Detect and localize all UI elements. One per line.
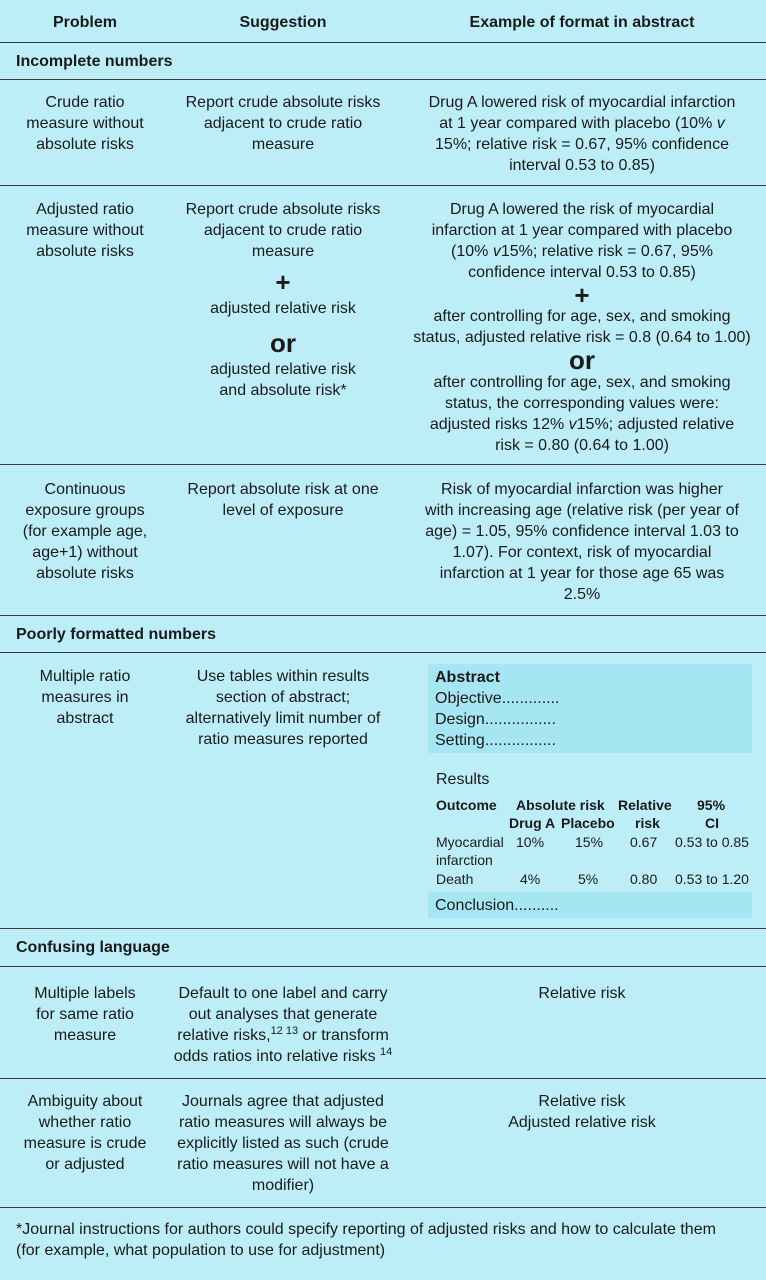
th-relative: Relative: [618, 797, 672, 813]
header-suggestion: Suggestion: [239, 14, 327, 31]
example-crude: Drug A lowered risk of myocardial infarction at 1 year compared with placebo (10% v 15%; relative risk = 0.67, 95% confidence interval 0.53 to 0.85): [428, 94, 736, 174]
abstract-conclusion: Conclusion..........: [435, 897, 559, 914]
plus-symbol: +: [275, 267, 291, 297]
td-outcome: Death: [436, 871, 474, 887]
suggestion-ambiguity: Journals agree that adjusted ratio measures will always be explicitly listed as such (crude ratio measures will not have a modifier): [177, 1093, 389, 1194]
header-example: Example of format in abstract: [469, 14, 695, 31]
th-95: 95%: [697, 797, 726, 813]
divider: [0, 42, 766, 43]
problem-ambiguity: Ambiguity about whether ratio measure is crude or adjusted: [23, 1093, 147, 1173]
header-problem: Problem: [52, 14, 117, 31]
example-adjusted: Drug A lowered the risk of myocardial infarction at 1 year compared with placebo (10% v15%; relative risk = 0.67, 95% confidence interval 0.53 to 0.85) + after controlling for age, sex, and smoking status, adjusted relative risk = 0.8 (0.64 to 1.00) or after controlling for age, sex, and smoking status, the corresponding values were: adjusted risks 12% v15%; adjusted relative risk = 0.80 (0.64 to 1.00): [404, 199, 760, 456]
problem-multiple-labels: Multiple labels for same ratio measure: [34, 985, 136, 1044]
td-rr: 0.67: [630, 834, 658, 850]
td-drug-a: 10%: [516, 834, 545, 850]
td-rr: 0.80: [630, 871, 658, 887]
divider: [0, 79, 766, 80]
section-poorly-formatted: Poorly formatted numbers: [16, 626, 217, 643]
td-placebo: 15%: [575, 834, 604, 850]
footnote: *Journal instructions for authors could specify reporting of adjusted risks and how to calculate them (for example, what population to use for adjustment): [16, 1221, 716, 1259]
th-ci: CI: [705, 815, 719, 831]
th-outcome: Outcome: [436, 797, 497, 813]
plus-symbol: +: [574, 280, 590, 310]
suggestion-continuous: Report absolute risk at one level of exposure: [187, 481, 379, 519]
th-risk: risk: [635, 815, 660, 831]
reference-superscript: 14: [380, 1046, 393, 1058]
divider: [0, 1207, 766, 1208]
section-confusing-language: Confusing language: [16, 939, 170, 956]
divider: [0, 615, 766, 616]
section-incomplete-numbers: Incomplete numbers: [16, 53, 173, 70]
problem-multiple-ratio: Multiple ratio measures in abstract: [39, 668, 131, 727]
abstract-title: Abstract: [435, 669, 500, 686]
td-ci: 0.53 to 0.85: [675, 834, 749, 850]
th-drug-a: Drug A: [509, 815, 556, 831]
divider: [0, 464, 766, 465]
abstract-objective: Objective.............: [435, 690, 560, 707]
th-placebo: Placebo: [561, 815, 615, 831]
example-ambiguity: Relative risk Adjusted relative risk: [508, 1093, 656, 1131]
abstract-box: [428, 664, 752, 753]
abstract-design: Design................: [435, 711, 556, 728]
divider: [0, 1078, 766, 1079]
divider: [0, 185, 766, 186]
or-symbol: or: [270, 328, 296, 358]
suggestion-crude: Report crude absolute risks adjacent to crude ratio measure: [185, 94, 381, 153]
th-absolute-risk: Absolute risk: [516, 797, 605, 813]
td-outcome: Myocardial: [436, 834, 504, 850]
or-symbol: or: [569, 345, 595, 375]
divider: [0, 652, 766, 653]
abstract-conclusion-box: [428, 892, 752, 918]
problem-adjusted: Adjusted ratio measure without absolute risks: [26, 201, 144, 260]
td-placebo: 5%: [578, 871, 599, 887]
problem-continuous: Continuous exposure groups (for example age, age+1) without absolute risks: [22, 481, 148, 582]
problem-crude: Crude ratio measure without absolute risks: [26, 94, 144, 153]
suggestion-multiple-ratio: Use tables within results section of abstract; alternatively limit number of ratio measures reported: [185, 668, 381, 748]
td-outcome: infarction: [436, 852, 493, 868]
divider: [0, 966, 766, 967]
example-multiple-labels: Relative risk: [538, 985, 626, 1002]
abstract-results: Results: [436, 771, 490, 788]
td-ci: 0.53 to 1.20: [675, 871, 749, 887]
td-drug-a: 4%: [520, 871, 541, 887]
suggestion-multiple-labels: Default to one label and carry out analyses that generate relative risks,$^{12 13}$ or transform odds ratios into relative risks $^{14}$: [173, 985, 393, 1065]
example-continuous: Risk of myocardial infarction was higher with increasing age (relative risk (per year of age) = 1.05, 95% confidence interval 1.03 to 1.07). For context, risk of myocardial infarction at 1 year for those age 65 was 2.5%: [425, 481, 739, 603]
reference-superscript: 12 13: [270, 1025, 299, 1037]
divider: [0, 928, 766, 929]
abstract-setting: Setting................: [435, 732, 556, 749]
suggestion-adjusted: Report crude absolute risks adjacent to crude ratio measure + adjusted relative risk or adjusted relative risk and absolute risk*: [172, 199, 394, 401]
